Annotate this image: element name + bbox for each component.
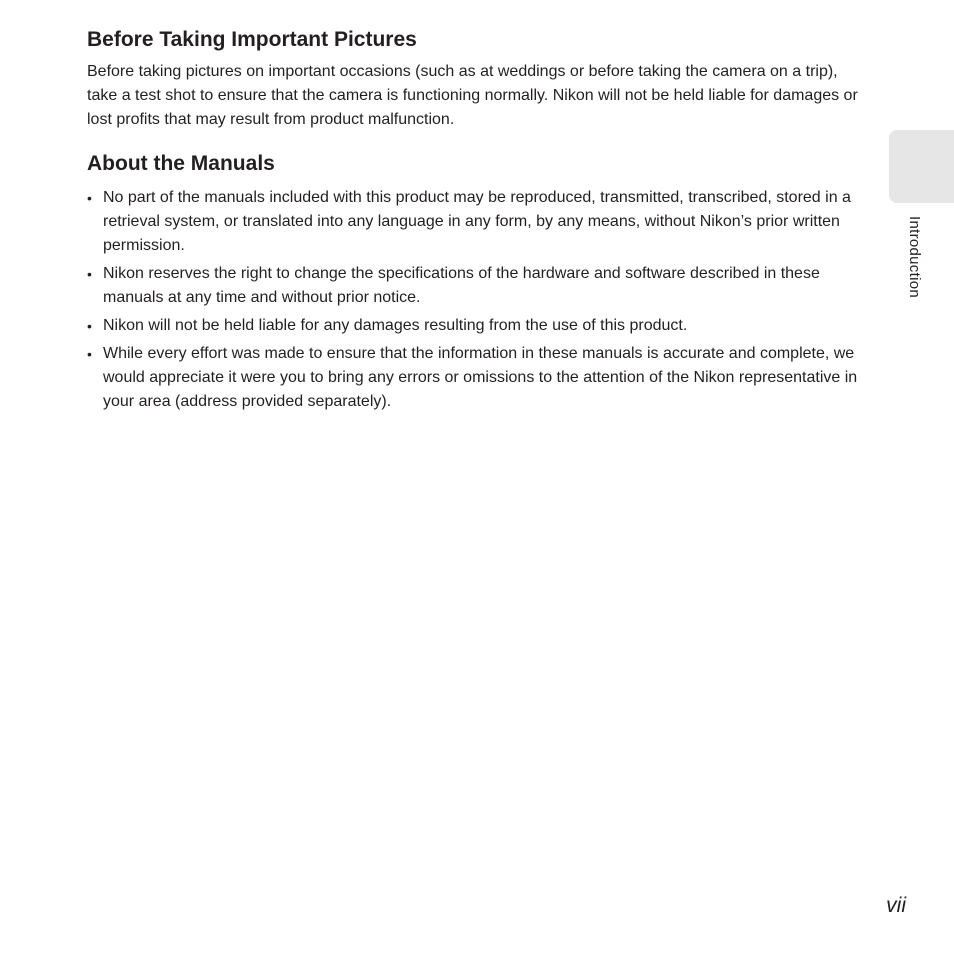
section-heading: Before Taking Important Pictures (87, 28, 417, 51)
bullet-list (87, 186, 867, 414)
section-body: Before taking pictures on important occasions (such as at weddings or before taking the camera on a trip), take a test shot to ensure that the camera is functioning normally. Nikon will not be held liable for damages or lost profits that may result from product malfunction. (87, 63, 858, 128)
list-item-text: No part of the manuals included with this product may be reproduced, transmitted, transcribed, stored in a retrieval system, or translated into any language in any form, by any means, without Nikon’s prior written permission. (103, 189, 851, 254)
list-item (87, 314, 867, 338)
page-number: vii (886, 894, 906, 917)
list-item-text: While every effort was made to ensure that the information in these manuals is accurate and complete, we would appreciate it were you to bring any errors or omissions to the attention of the Nikon representative in your area (address provided separately). (103, 345, 858, 410)
section-before-taking-pictures (87, 26, 867, 132)
section-heading: About the Manuals (87, 152, 275, 175)
bullet-icon: • (87, 318, 92, 334)
bullet-icon: • (87, 346, 92, 362)
list-item (87, 262, 867, 310)
chapter-tab (889, 130, 954, 203)
section-about-manuals (87, 150, 867, 414)
list-item (87, 186, 867, 258)
bullet-icon: • (87, 266, 92, 282)
list-item (87, 342, 867, 414)
page-content (87, 26, 867, 418)
chapter-tab-label: Introduction (906, 216, 923, 298)
list-item-text: Nikon reserves the right to change the specifications of the hardware and software described in these manuals at any time and without prior notice. (103, 265, 820, 306)
list-item-text: Nikon will not be held liable for any damages resulting from the use of this product. (103, 317, 688, 334)
bullet-icon: • (87, 190, 92, 206)
